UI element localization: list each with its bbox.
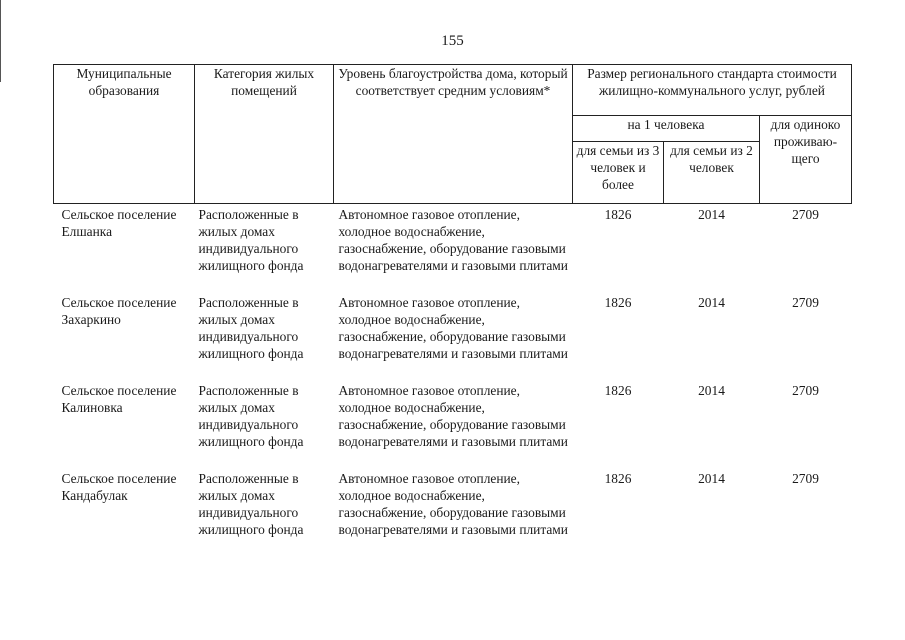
cell-family-2: 2014 xyxy=(698,471,725,486)
cell-single: 2709 xyxy=(792,383,819,398)
cell-municipality: Сельское поселение Кандабулак xyxy=(61,471,177,503)
cell-level: Автономное газовое отопление, холодное водоснабжение, газоснабжение, оборудование газовыми водонагревателями и газовыми плитами xyxy=(338,207,568,273)
table-row xyxy=(54,382,852,470)
header-standard-size: Размер регионального стандарта стоимости жилищно-коммунального услуг, рублей xyxy=(573,65,852,116)
header-category: Категория жилых помещений xyxy=(195,65,334,204)
cell-category: Расположенные в жилых домах индивидуального жилищного фонда xyxy=(198,471,304,537)
header-family-3: для семьи из 3 человек и более xyxy=(573,142,664,204)
header-level: Уровень благоустройства дома, который соответствует средним условиям* xyxy=(334,65,573,204)
cell-level: Автономное газовое отопление, холодное водоснабжение, газоснабжение, оборудование газовыми водонагревателями и газовыми плитами xyxy=(338,295,568,361)
cell-family-3: 1826 xyxy=(604,471,632,486)
cell-category: Расположенные в жилых домах индивидуального жилищного фонда xyxy=(198,207,304,273)
cell-single: 2709 xyxy=(792,471,819,486)
cell-municipality: Сельское поселение Елшанка xyxy=(61,207,177,239)
cell-single: 2709 xyxy=(792,207,819,222)
table-row xyxy=(54,470,852,558)
cell-family-2: 2014 xyxy=(698,383,725,398)
cell-municipality: Сельское поселение Калиновка xyxy=(61,383,177,415)
header-family-2: для семьи из 2 человек xyxy=(664,142,760,204)
cell-family-3: 1826 xyxy=(604,383,632,398)
header-single: для одиноко проживаю-щего xyxy=(760,116,852,204)
header-municipality: Муниципальные образования xyxy=(54,65,195,204)
cell-family-2: 2014 xyxy=(698,207,725,222)
header-per-person: на 1 человека xyxy=(573,116,760,142)
cell-category: Расположенные в жилых домах индивидуального жилищного фонда xyxy=(198,383,304,449)
regional-standard-table xyxy=(53,64,852,558)
table-row xyxy=(54,204,852,295)
cell-level: Автономное газовое отопление, холодное водоснабжение, газоснабжение, оборудование газовыми водонагревателями и газовыми плитами xyxy=(338,383,568,449)
cell-single: 2709 xyxy=(792,295,819,310)
cell-family-3: 1826 xyxy=(604,207,632,222)
page-number: 155 xyxy=(441,33,464,49)
table-row xyxy=(54,294,852,382)
cell-family-2: 2014 xyxy=(698,295,725,310)
cell-level: Автономное газовое отопление, холодное водоснабжение, газоснабжение, оборудование газовыми водонагревателями и газовыми плитами xyxy=(338,471,568,537)
cell-category: Расположенные в жилых домах индивидуального жилищного фонда xyxy=(198,295,304,361)
cell-municipality: Сельское поселение Захаркино xyxy=(61,295,177,327)
cell-family-3: 1826 xyxy=(604,295,632,310)
